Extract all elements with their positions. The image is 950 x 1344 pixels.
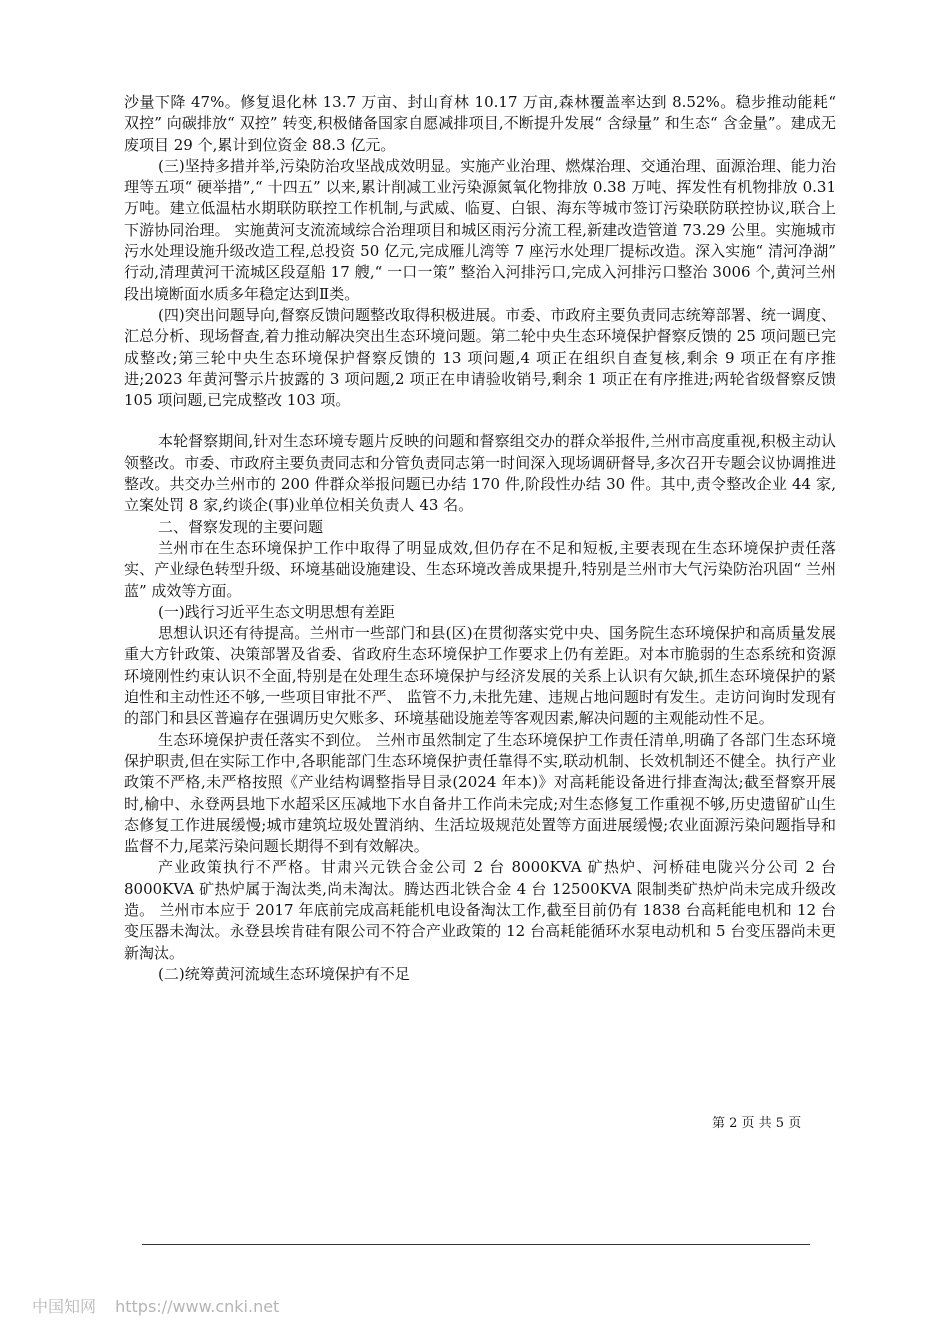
- paragraph-inspection-rectification: (四)突出问题导向,督察反馈问题整改取得积极进展。市委、市政府主要负责同志统筹部署、统一调度、汇总分析、现场督查,着力推动解决突出生态环境问题。第二轮中央生态环境保护督察反馈的 25 项问题已完成整改;第三轮中央生态环境保护督察反馈的 13 项问题,4 项正在组织自查复核,剩余 9 项正在有序推进;2023 年黄河警示片披露的 3 项问题,2 项正在申请验收销号,剩余 1 项正在有序推进;两轮省级督察反馈 105 项问题,已完成整改 103 项。: [124, 305, 836, 410]
- watermark-brand: 中国知网: [32, 1297, 97, 1316]
- paragraph-problems-overview: 兰州市在生态环境保护工作中取得了明显成效,但仍存在不足和短板,主要表现在生态环境保护责任落实、产业绿色转型升级、环境基础设施建设、生态环境改善成果提升,特别是兰州市大气污染防治巩固“ 兰州蓝” 成效等方面。: [124, 538, 836, 600]
- section-heading-main-problems: 二、督察发现的主要问题: [158, 517, 324, 536]
- subheading-yellow-river-protection: (二)统筹黄河流域生态环境保护有不足: [158, 964, 410, 983]
- paragraph-pollution-control: (三)坚持多措并举,污染防治攻坚战成效明显。实施产业治理、燃煤治理、交通治理、面源治理、能力治理等五项“ 硬举措”,“ 十四五” 以来,累计削减工业污染源氮氧化物排放 0.38 万吨、挥发性有机物排放 0.31 万吨。建立低温枯水期联防联控工作机制,与武威、临夏、白银、海东等城市签订污染联防联控协议,联合上下游协同治理。 实施黄河支流流域综合治理项目和城区雨污分流工程,新建改造管道 73.29 公里。实施城市污水处理设施升级改造工程,总投资 50 亿元,完成雁儿湾等 7 座污水处理厂提标改造。深入实施“ 清河净湖” 行动,清理黄河干流城区段趸船 17 艘,“ 一口一策” 整治入河排污口,完成入河排污口整治 3006 个,黄河兰州段出境断面水质多年稳定达到Ⅱ类。: [124, 156, 836, 303]
- document-body: [124, 92, 836, 985]
- paragraph-complaint-handling: 本轮督察期间,针对生态环境专题片反映的问题和督察组交办的群众举报件,兰州市高度重视,积极主动认领整改。市委、市政府主要负责同志和分管负责同志第一时间深入现场调研督导,多次召开专题会议协调推进整改。共交办兰州市的 200 件群众举报问题已办结 170 件,阶段性办结 30 件。其中,责令整改企业 44 家,立案处罚 8 家,约谈企(事)业单位相关负责人 43 名。: [124, 432, 836, 515]
- cnki-watermark: [32, 1294, 279, 1317]
- footer-divider: [142, 1244, 810, 1245]
- paragraph-responsibility-implementation: 生态环境保护责任落实不到位。 兰州市虽然制定了生态环境保护工作责任清单,明确了各部门生态环境保护职责,但在实际工作中,各职能部门生态环境保护责任靠得不实,联动机制、长效机制还不健全。执行产业政策不严格,未严格按照《产业结构调整指导目录(2024 年本)》对高耗能设备进行排查淘汰;截至督察开展时,榆中、永登两县地下水超采区压减地下水自备井工作尚未完成;对生态修复工作重视不够,历史遗留矿山生态修复工作进展缓慢;城市建筑垃圾处置消纳、生活垃圾规范处置等方面进展缓慢;农业面源污染问题指导和监督不力,尾菜污染问题长期得不到有效解决。: [124, 730, 836, 856]
- subheading-ecological-thought-gap: (一)践行习近平生态文明思想有差距: [158, 602, 395, 621]
- paragraph-spacer: [124, 411, 836, 431]
- page-number: 第 2 页 共 5 页: [712, 1116, 802, 1131]
- watermark-url: https://www.cnki.net: [115, 1297, 280, 1316]
- paragraph-industrial-policy: 产业政策执行不严格。甘肃兴元铁合金公司 2 台 8000KVA 矿热炉、河桥硅电陇兴分公司 2 台 8000KVA 矿热炉属于淘汰类,尚未淘汰。腾达西北铁合金 4 台 12500KVA 限制类矿热炉尚未完成升级改造。 兰州市本应于 2017 年底前完成高耗能机电设备淘汰工作,截至目前仍有 1838 台高耗能电机和 12 台变压器未淘汰。永登县埃肯硅有限公司不符合产业政策的 12 台高耗能循环水泵电动机和 5 台变压器尚未更新淘汰。: [124, 858, 836, 962]
- paragraph-ideological-awareness: 思想认识还有待提高。兰州市一些部门和县(区)在贯彻落实党中央、国务院生态环境保护和高质量发展重大方针政策、决策部署及省委、省政府生态环境保护工作要求上仍有差距。对本市脆弱的生态系统和资源环境刚性约束认识不全面,特别是在处理生态环境保护与经济发展的关系上认识有欠缺,抓生态环境保护的紧迫性和主动性还不够,一些项目审批不严、 监管不力,未批先建、违规占地问题时有发生。走访问询时发现有的部门和县区普遍存在强调历史欠账多、环境基础设施差等客观因素,解决问题的主观能动性不足。: [124, 624, 836, 728]
- paragraph-ecology-results: 沙量下降 47%。修复退化林 13.7 万亩、封山育林 10.17 万亩,森林覆盖率达到 8.52%。稳步推动能耗“ 双控” 向碳排放“ 双控” 转变,积极储备国家自愿减排项目,不断提升发展“ 含绿量” 和生态“ 含金量”。建成无废项目 29 个,累计到位资金 88.3 亿元。: [124, 93, 836, 154]
